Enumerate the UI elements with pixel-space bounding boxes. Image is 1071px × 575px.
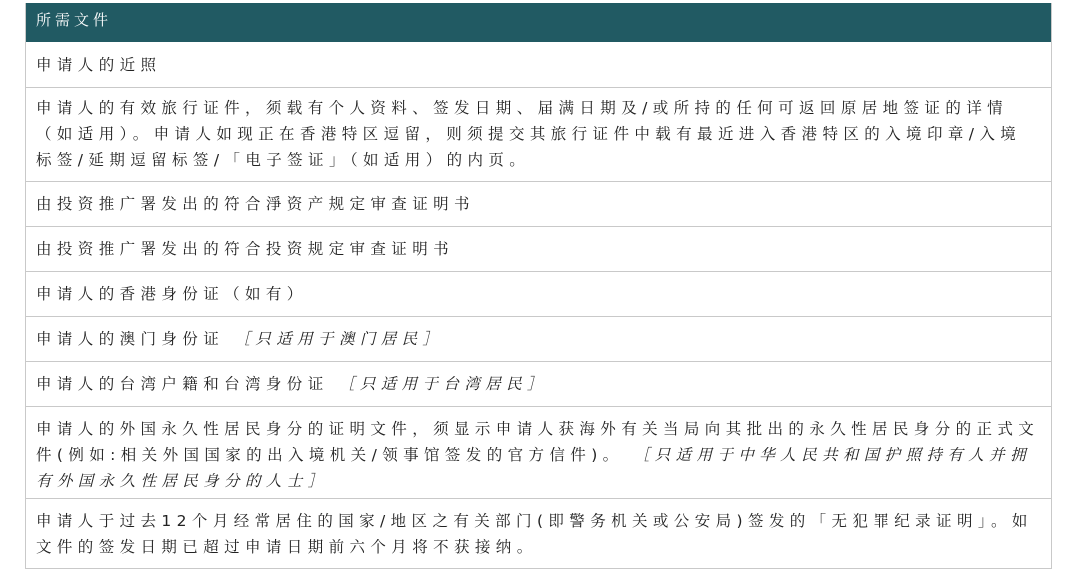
row-text: 申请人的有效旅行证件，须载有个人资料、签发日期、届满日期及/或所持的任何可返回原居地签证的详情（如适用）。申请人如现正在香港特区逗留，则须提交其旅行证件中载有最近进入香港特区的入境印章/入境标签/延期逗留标签/「电子签证」（如适用）的内页。	[36, 99, 1022, 169]
row-text	[36, 371, 548, 397]
table-row	[26, 88, 1051, 182]
row-text: 申请人于过去12个月经常居住的国家/地区之有关部门(即警务机关或公安局)签发的「无犯罪纪录证明」。如文件的签发日期已超过申请日期前六个月将不获接纳。	[36, 512, 1033, 556]
row-text: 由投资推广署发出的符合淨资产规定审查证明书	[36, 195, 475, 213]
table-row	[26, 362, 1051, 407]
table-row	[26, 182, 1051, 227]
table-header: 所需文件	[26, 3, 1051, 42]
table-row	[26, 227, 1051, 272]
row-text	[36, 326, 443, 352]
row-note: ［只适用于中华人民共和国护照持有人并拥有外国永久性居民身分的人士］	[36, 446, 1031, 490]
row-text-main: 申请人的外国永久性居民身分的证明文件，须显示申请人获海外有关当局向其批出的永久性居民身分的正式文件(例如:相关外国国家的出入境机关/领事馆签发的官方信件)。	[36, 420, 1040, 464]
table-row	[26, 42, 1051, 88]
table-row	[26, 407, 1051, 499]
row-text: 申请人的近照	[36, 55, 162, 74]
row-text-main: 申请人的台湾户籍和台湾身份证	[36, 375, 329, 393]
row-text: 申请人的香港身份证（如有）	[36, 285, 308, 303]
table-row	[26, 317, 1051, 362]
row-text	[36, 420, 1039, 490]
row-text: 由投资推广署发出的符合投资规定审查证明书	[36, 240, 455, 258]
row-text-main: 申请人的澳门身份证	[36, 330, 225, 348]
table-row	[26, 499, 1051, 569]
row-note: ［只适用于台湾居民］	[338, 375, 548, 393]
required-documents-table	[25, 3, 1052, 569]
table-row	[26, 272, 1051, 317]
row-note: ［只适用于澳门居民］	[234, 330, 444, 348]
